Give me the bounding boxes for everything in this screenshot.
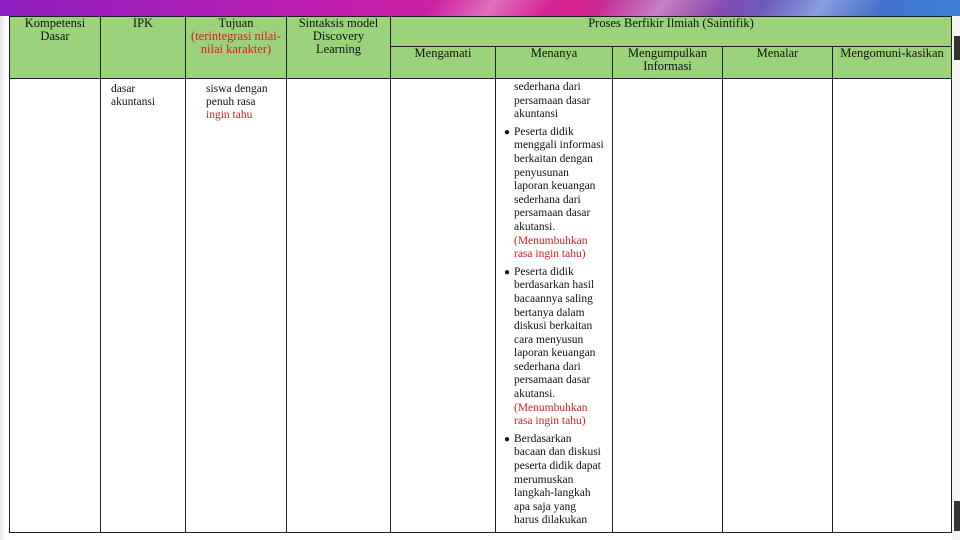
menanya-note-line: rasa ingin tahu)	[514, 415, 586, 428]
bullet-icon: ●	[504, 433, 511, 445]
menanya-text-line: persamaan dasar	[514, 374, 591, 387]
cell-tujuan	[186, 79, 287, 533]
slide-banner	[0, 0, 960, 16]
ipk-text-line: akuntansi	[111, 96, 156, 108]
header-sintaksis: Sintaksis model Discovery Learning	[287, 17, 391, 79]
cell-mengumpulkan	[613, 79, 723, 533]
header-menalar: Menalar	[723, 47, 833, 79]
cell-ipk	[101, 79, 186, 533]
menanya-text-line: akutansi.	[514, 388, 556, 401]
menanya-note-line: (Menumbuhkan	[514, 401, 588, 414]
menanya-text-line: akutansi.	[514, 220, 556, 233]
menanya-note-line: (Menumbuhkan	[514, 234, 588, 247]
header-mengamati: Mengamati	[391, 47, 496, 79]
menanya-list-item	[504, 433, 608, 528]
menanya-text-line: sederhana dari	[514, 360, 581, 373]
cell-menalar	[723, 79, 833, 533]
header-tujuan: Tujuan (terintegrasi nilai- nilai karakter)	[186, 17, 287, 79]
menanya-list-item	[504, 126, 608, 262]
menanya-text-line: Peserta didik	[514, 265, 574, 278]
menanya-text-line: persamaan dasar	[514, 94, 591, 107]
menanya-text-line: Peserta didik	[514, 125, 574, 138]
menanya-text-line: bertanya dalam	[514, 306, 585, 319]
header-kompetensi-dasar: Kompetensi Dasar	[10, 17, 101, 79]
tujuan-text-line: penuh rasa	[206, 96, 256, 108]
bullet-icon: ●	[504, 126, 511, 138]
menanya-text-line: laporan keuangan	[514, 347, 596, 360]
menanya-list	[496, 79, 612, 528]
menanya-list-item	[504, 81, 608, 122]
tujuan-text-line: ingin tahu	[206, 109, 253, 121]
menanya-text-line: Berdasarkan	[514, 432, 572, 445]
menanya-text-line: bacaan dan diskusi	[514, 446, 601, 459]
menanya-text-line: cara menyusun	[514, 333, 584, 346]
cell-mengamati	[391, 79, 496, 533]
menanya-text-line: apa saja yang	[514, 500, 576, 513]
cell-mengomunikasikan	[833, 79, 952, 533]
right-edge-strip	[952, 16, 960, 540]
menanya-text-line: akuntansi	[514, 108, 559, 121]
cell-sintaksis	[287, 79, 391, 533]
header-menanya: Menanya	[496, 47, 613, 79]
menanya-text-line: sederhana dari	[514, 81, 581, 93]
header-mengomunikasikan: Mengomuni-kasikan	[833, 47, 952, 79]
menanya-text-line: persamaan dasar	[514, 207, 591, 220]
menanya-text-line: bacaannya saling	[514, 292, 593, 305]
menanya-list-item	[504, 266, 608, 429]
cell-menanya	[496, 79, 613, 533]
left-edge-shadow	[0, 16, 6, 540]
menanya-text-line: menggali informasi	[514, 139, 604, 152]
menanya-text-line: penyusunan	[514, 166, 569, 179]
ipk-text-line: dasar	[111, 83, 136, 95]
tujuan-text-line: siswa dengan	[206, 83, 268, 95]
menanya-text-line: peserta didik dapat	[514, 460, 601, 473]
bullet-icon: ●	[504, 266, 511, 278]
menanya-text-line: laporan keuangan	[514, 180, 596, 193]
menanya-text-line: berkaitan dengan	[514, 152, 593, 165]
menanya-text-line: langkah-langkah	[514, 487, 591, 500]
menanya-text-line: berdasarkan hasil	[514, 279, 595, 292]
cell-kompetensi-dasar	[10, 79, 101, 533]
header-proses-berfikir: Proses Berfikir Ilmiah (Saintifik)	[391, 17, 952, 47]
menanya-text-line: merumuskan	[514, 473, 574, 486]
menanya-text-line: harus dilakukan	[514, 514, 588, 527]
menanya-text-line: diskusi berkaitan	[514, 320, 593, 333]
header-mengumpulkan-informasi: Mengumpulkan Informasi	[613, 47, 723, 79]
menanya-note-line: rasa ingin tahu)	[514, 248, 586, 261]
lesson-plan-table	[9, 16, 952, 533]
menanya-text-line: sederhana dari	[514, 193, 581, 206]
header-ipk: IPK	[101, 17, 186, 79]
